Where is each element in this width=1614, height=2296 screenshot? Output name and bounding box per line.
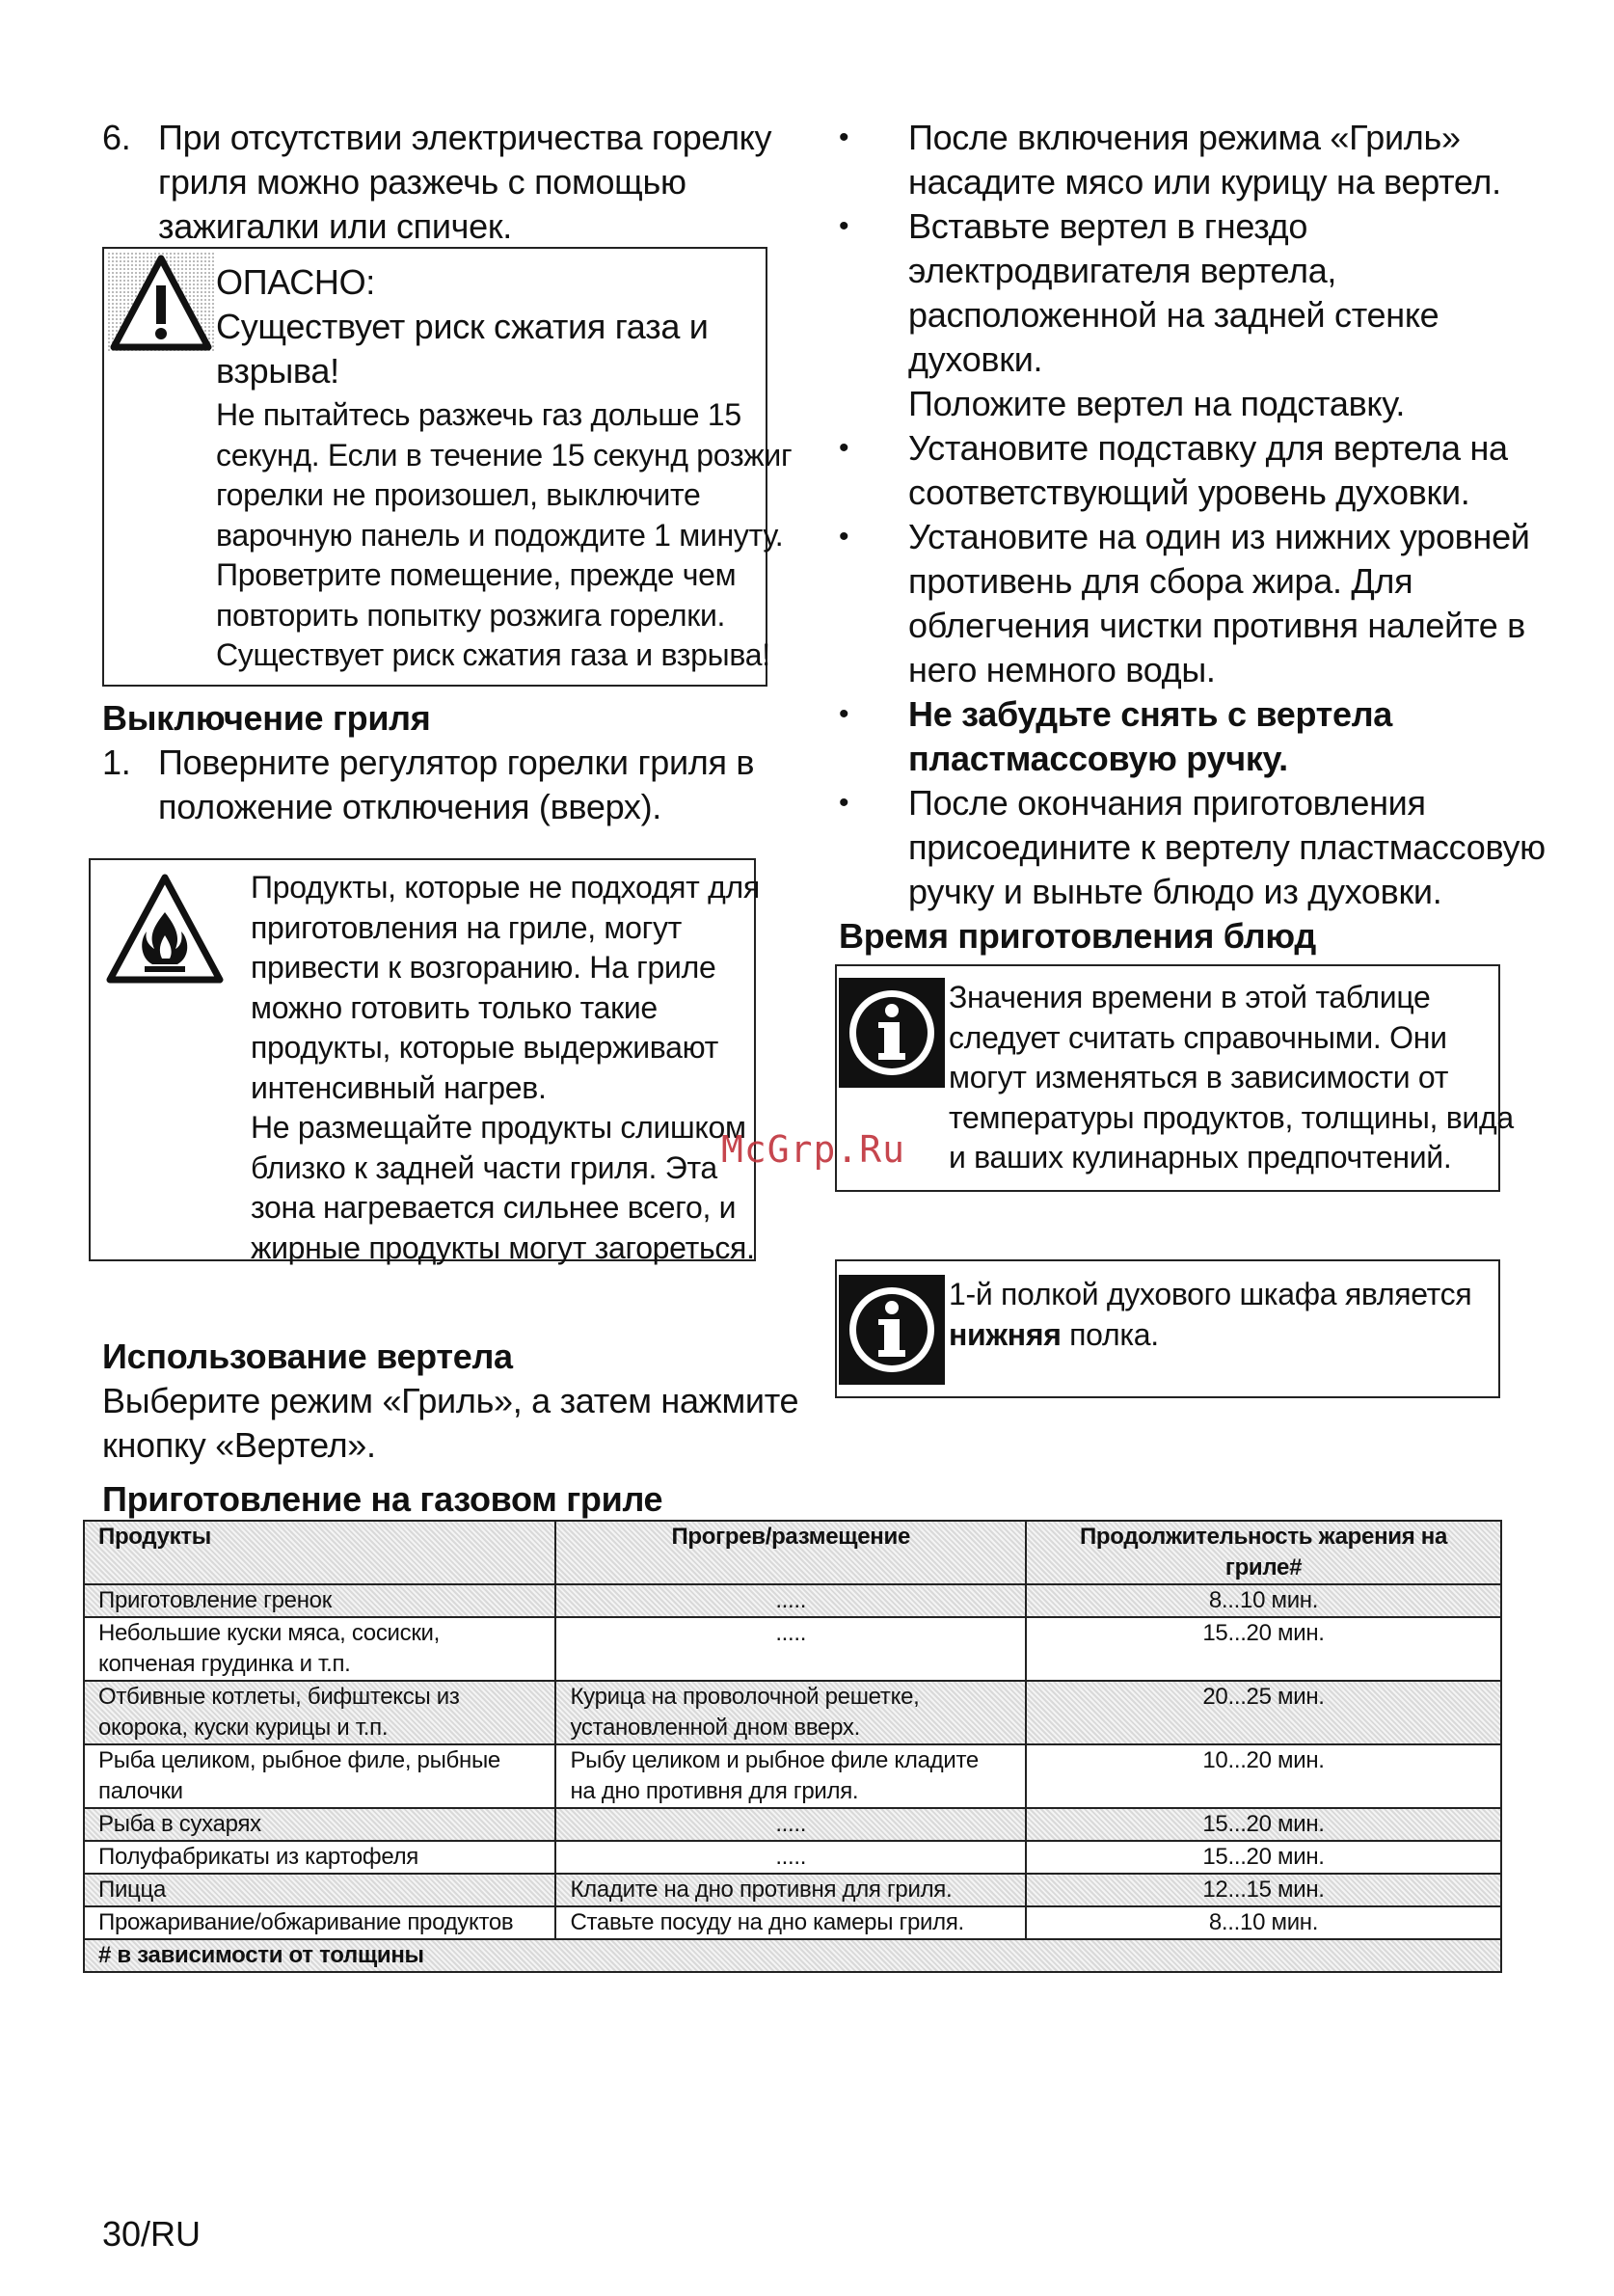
fire-warning-text: Продукты, которые не подходят для приготовления на гриле, могут привести к возгоранию. На гриле можно готовить только такие продукты, которые выдерживают интенсивный нагрев. Не размещайте продукты слишком близко к задней части гриля. Эта зона нагревается сильнее всего, и жирные продукты могут загореться.: [251, 870, 760, 1265]
danger-lead: Существует риск сжатия газа и: [216, 307, 709, 346]
col-header-preheat: Прогрев/размещение: [555, 1521, 1026, 1584]
table-row: Приготовление гренок ..... 8...10 мин.: [84, 1584, 1501, 1617]
info-box-shelf: [835, 1259, 1500, 1398]
table-row: Рыба целиком, рыбное филе, рыбные палочки Рыбу целиком и рыбное филе кладите на дно противня для гриля. 10...20 мин.: [84, 1744, 1501, 1808]
step-number: 6.: [102, 118, 131, 157]
info-text-shelf: 1-й полкой духового шкафа является нижняя полка.: [949, 1277, 1472, 1352]
gas-grill-table: [83, 1520, 1502, 1973]
info-icon: [839, 978, 945, 1088]
grill-off-heading: Выключение гриля: [102, 698, 431, 738]
table-row: Рыба в сухарях ..... 15...20 мин.: [84, 1808, 1501, 1841]
spit-heading: Использование вертела: [102, 1337, 513, 1376]
watermark: McGrp.Ru: [721, 1128, 906, 1171]
danger-body: Не пытайтесь разжечь газ дольше 15 секунд. Если в течение 15 секунд розжиг горелки не произошел, выключите варочную панель и подождите 1 минуту. Проветрите помещение, прежде чем повторить попытку розжига горелки. Существует риск сжатия газа и взрыва!: [216, 397, 793, 672]
table-row: Отбивные котлеты, бифштексы из окорока, куски курицы и т.п. Курица на проволочной решетке, установленной дном вверх. 20...25 мин.: [84, 1681, 1501, 1744]
cook-time-heading: Время приготовления блюд: [839, 916, 1316, 956]
step-text: При отсутствии электричества горелку гриля можно разжечь с помощью зажигалки или спичек.: [158, 118, 772, 246]
table-footnote: # в зависимости от толщины: [84, 1939, 1501, 1972]
table-row: Полуфабрикаты из картофеля ..... 15...20 мин.: [84, 1841, 1501, 1874]
info-icon: [839, 1275, 945, 1385]
page-number: 30/RU: [102, 2214, 202, 2254]
col-header-products: Продукты: [84, 1521, 555, 1584]
table-title: Приготовление на газовом гриле: [102, 1479, 663, 1519]
info-text-reference: Значения времени в этой таблице следует считать справочными. Они могут изменяться в зависимости от температуры продуктов, толщины, вида и ваших кулинарных предпочтений.: [949, 980, 1514, 1175]
warning-triangle-icon: [108, 253, 214, 353]
spit-text: Выберите режим «Гриль», а затем нажмите кнопку «Вертел».: [102, 1381, 799, 1465]
danger-title: ОПАСНО:: [216, 262, 375, 302]
table-header-row: [84, 1521, 1501, 1584]
fire-hazard-icon: [104, 872, 226, 986]
col-header-duration: Продолжительность жарения на гриле#: [1026, 1521, 1501, 1584]
info-box-reference-times: [835, 964, 1514, 1192]
table-row: Пицца Кладите на дно противня для гриля. 12...15 мин.: [84, 1874, 1501, 1906]
spit-instructions-list: • После включения режима «Гриль» насадите мясо или курицу на вертел. • Вставьте вертел в гнездо электродвигателя вертела, расположенной на задней стенке духовки. Положите вертел на подставку. • Установите подставку для вертела на соответствующий уровень духовки. • Установите на один из нижних уровней противень для сбора жира. Для облегчения чистки противня налейте в него немного воды. • Не забудьте снять с вертела пластмассовую ручку. • После окончания приготовления присоедините к вертелу пластмассовую ручку и выньте блюдо из духовки.: [839, 118, 1546, 911]
danger-warning-box: ОПАСНО: Существует риск сжатия газа и взрыва! Не пытайтесь разжечь газ дольше 15 секунд. Если в течение 15 секунд розжиг горелки не произошел, выключите варочную панель и подождите 1 минуту. Проветрите помещение, прежде чем повторить попытку розжига горелки. Существует риск сжатия газа и взрыва!: [102, 247, 767, 687]
table-footnote-row: [84, 1939, 1501, 1972]
table-row: Небольшие куски мяса, сосиски, копченая грудинка и т.п. ..... 15...20 мин.: [84, 1617, 1501, 1681]
table-row: Прожаривание/обжаривание продуктов Ставьте посуду на дно камеры гриля. 8...10 мин.: [84, 1906, 1501, 1939]
fire-warning-box: [89, 858, 760, 1265]
